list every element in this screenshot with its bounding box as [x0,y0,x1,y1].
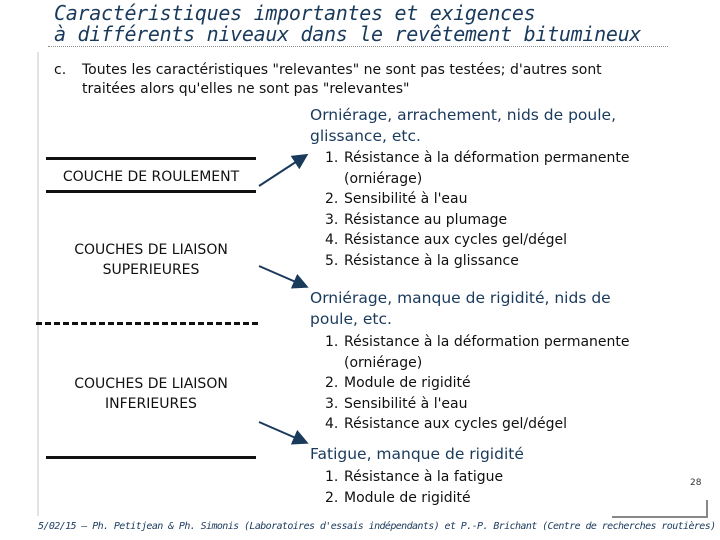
layer-boundary-bottom [46,456,256,459]
list-item: 2. Module de rigidité [325,489,471,506]
list-item: 2. Module de rigidité [325,375,471,391]
layer-label-liaison-sup-line-2: SUPERIEURES [102,262,200,278]
title-line-1: Caractéristiques importantes et exigences [54,1,536,25]
left-margin-rule [37,52,39,516]
note [54,61,694,99]
section-3-heading-line-1: Fatigue, manque de rigidité [310,445,524,463]
page-number: 28 [690,478,702,488]
arrow-icon [255,150,315,190]
slide-title [54,3,714,45]
title-line-2: à différents niveaux dans le revêtement bitumineux [54,22,642,46]
list-item-sub: (orniérage) [344,354,423,371]
list-item: 3. Résistance au plumage [325,211,508,228]
list-item-sub: (orniérage) [344,170,423,187]
list-item: 1. Résistance à la fatigue [325,469,504,485]
list-item: 5. Résistance à la glissance [325,252,519,269]
layer-label-liaison-inf-line-2: INFERIEURES [105,396,197,412]
list-item: 1. Résistance à la déformation permanente [325,334,630,350]
section-3-heading [310,444,524,465]
list-item: 3. Sensibilité à l'eau [325,395,468,412]
layer-label-liaison-inf-line-1: COUCHES DE LIAISON [74,376,228,392]
layer-label-liaison-superieures [46,240,256,280]
section-1-list [325,148,630,271]
note-line-1: Toutes les caractéristiques "relevantes" ne sont pas testées; d'autres sont [82,62,602,78]
layer-boundary-top [46,157,256,160]
layer-boundary-roulement [46,190,256,193]
layer-label-liaison-inferieures [46,374,256,414]
layer-boundary-dashed [36,322,258,325]
footer-credit: 5/02/15 – Ph. Petitjean & Ph. Simonis (Laboratoires d'essais indépendants) et P.-P. Brichant (Centre de recherches routières) [38,521,716,532]
layer-label-roulement: COUCHE DE ROULEMENT [62,169,240,185]
section-3-list [325,467,503,508]
title-divider [48,46,668,47]
corner-decoration [612,500,708,518]
note-marker: c. [54,62,67,78]
section-2-heading-line-1: Orniérage, manque de rigidité, nids de [310,289,611,307]
list-item: 2. Sensibilité à l'eau [325,191,468,207]
list-item: 4. Résistance aux cycles gel/dégel [325,232,568,248]
layer-label-liaison-sup-line-1: COUCHES DE LIAISON [74,242,228,258]
section-1-heading [310,105,616,147]
list-item: 1. Résistance à la déformation permanente [325,150,630,166]
arrow-icon [255,418,315,450]
section-2-heading [310,288,611,330]
list-item: 4. Résistance aux cycles gel/dégel [325,416,568,432]
section-1-heading-line-2: glissance, etc. [310,127,421,145]
section-1-heading-line-1: Orniérage, arrachement, nids de poule, [310,106,616,124]
arrow-icon [255,262,315,294]
section-2-list [325,332,630,435]
section-2-heading-line-2: poule, etc. [310,310,392,328]
note-line-2: traitées alors qu'elles ne sont pas "relevantes" [82,81,410,97]
